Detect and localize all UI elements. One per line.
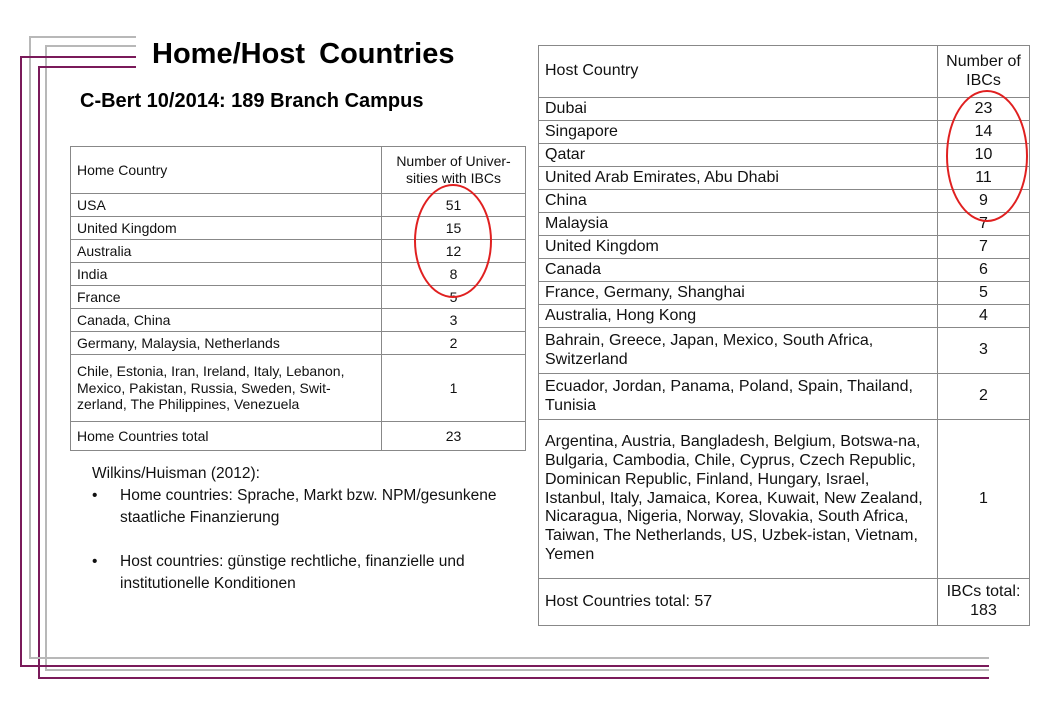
- frame-line: [38, 66, 136, 68]
- number-cell: 51: [382, 194, 526, 217]
- country-cell: France, Germany, Shanghai: [539, 282, 938, 305]
- frame-line: [45, 45, 136, 47]
- frame-line: [45, 45, 47, 670]
- notes-block: [92, 463, 522, 595]
- number-cell: 4: [938, 305, 1030, 328]
- country-cell: Germany, Malaysia, Netherlands: [71, 332, 382, 355]
- number-cell: 1: [938, 420, 1030, 579]
- table-row: [539, 259, 1030, 282]
- bullet-icon: •: [92, 487, 98, 504]
- number-cell: 5: [938, 282, 1030, 305]
- page-subtitle: C-Bert 10/2014: 189 Branch Campus: [80, 90, 424, 112]
- table-header-row: [539, 46, 1030, 98]
- table-row: [539, 374, 1030, 420]
- header-cell: Number of Univer-sities with IBCs: [382, 147, 526, 194]
- header-cell: Number of IBCs: [938, 46, 1030, 98]
- frame-line: [29, 36, 136, 38]
- frame-line: [20, 665, 989, 667]
- country-cell: Malaysia: [539, 213, 938, 236]
- country-cell: Ecuador, Jordan, Panama, Poland, Spain, Thailand, Tunisia: [539, 374, 938, 420]
- table-row: [71, 355, 526, 422]
- table-row: [539, 328, 1030, 374]
- notes-list: [92, 485, 522, 595]
- table-total-row: [71, 422, 526, 451]
- page-title: Home/Host Countries: [152, 38, 455, 70]
- total-label-cell: Home Countries total: [71, 422, 382, 451]
- number-cell: 7: [938, 213, 1030, 236]
- country-cell: Canada: [539, 259, 938, 282]
- country-cell: Canada, China: [71, 309, 382, 332]
- number-cell: 11: [938, 167, 1030, 190]
- number-cell: 5: [382, 286, 526, 309]
- table-total-row: [539, 579, 1030, 626]
- country-cell: France: [71, 286, 382, 309]
- table-row: [71, 332, 526, 355]
- total-label-cell: Host Countries total: 57: [539, 579, 938, 626]
- frame-line: [38, 66, 40, 678]
- frame-line: [45, 669, 989, 671]
- number-cell: 10: [938, 144, 1030, 167]
- header-cell: Host Country: [539, 46, 938, 98]
- table-row: [539, 236, 1030, 259]
- number-cell: 8: [382, 263, 526, 286]
- country-cell: Australia: [71, 240, 382, 263]
- list-item: [92, 551, 522, 595]
- frame-line: [38, 677, 989, 679]
- number-cell: 12: [382, 240, 526, 263]
- total-number-cell: 23: [382, 422, 526, 451]
- bullet-icon: •: [92, 553, 98, 570]
- country-cell: Dubai: [539, 98, 938, 121]
- number-cell: 1: [382, 355, 526, 422]
- country-cell: Chile, Estonia, Iran, Ireland, Italy, Lebanon, Mexico, Pakistan, Russia, Sweden, Swit-zerland, The Philippines, Venezuela: [71, 355, 382, 422]
- table-row: [539, 213, 1030, 236]
- country-cell: China: [539, 190, 938, 213]
- number-cell: 9: [938, 190, 1030, 213]
- table-row: [71, 309, 526, 332]
- country-cell: Qatar: [539, 144, 938, 167]
- list-item: [92, 485, 522, 529]
- country-cell: USA: [71, 194, 382, 217]
- country-cell: Argentina, Austria, Bangladesh, Belgium, Botswa-na, Bulgaria, Cambodia, Chile, Cyprus, Czech Republic, Dominican Republic, Finland, Hungary, Israel, Istanbul, Italy, Jamaica, Korea, Kuwait, New Zealand, Nicaragua, Nigeria, Norway, Slovakia, South Africa, Taiwan, The Netherlands, US, Uzbek-istan, Vietnam, Yemen: [539, 420, 938, 579]
- number-cell: 23: [938, 98, 1030, 121]
- country-cell: Bahrain, Greece, Japan, Mexico, South Africa, Switzerland: [539, 328, 938, 374]
- country-cell: United Kingdom: [71, 217, 382, 240]
- notes-source: Wilkins/Huisman (2012):: [92, 465, 260, 482]
- number-cell: 15: [382, 217, 526, 240]
- country-cell: Singapore: [539, 121, 938, 144]
- frame-line: [20, 56, 136, 58]
- note-text: Home countries: Sprache, Markt bzw. NPM/gesunkene staatliche Finanzierung: [120, 487, 497, 526]
- number-cell: 6: [938, 259, 1030, 282]
- number-cell: 7: [938, 236, 1030, 259]
- table-row: [539, 420, 1030, 579]
- table-row: [539, 282, 1030, 305]
- number-cell: 3: [382, 309, 526, 332]
- number-cell: 2: [382, 332, 526, 355]
- country-cell: United Kingdom: [539, 236, 938, 259]
- frame-line: [20, 56, 22, 666]
- header-cell: Home Country: [71, 147, 382, 194]
- frame-line: [29, 657, 989, 659]
- number-cell: 2: [938, 374, 1030, 420]
- country-cell: Australia, Hong Kong: [539, 305, 938, 328]
- table-row: [539, 305, 1030, 328]
- number-cell: 3: [938, 328, 1030, 374]
- highlight-oval: [946, 90, 1028, 222]
- note-text: Host countries: günstige rechtliche, finanzielle und institutionelle Konditionen: [120, 553, 465, 592]
- frame-line: [29, 36, 31, 658]
- country-cell: India: [71, 263, 382, 286]
- highlight-oval: [414, 184, 492, 298]
- number-cell: 14: [938, 121, 1030, 144]
- total-number-cell: IBCs total: 183: [938, 579, 1030, 626]
- country-cell: United Arab Emirates, Abu Dhabi: [539, 167, 938, 190]
